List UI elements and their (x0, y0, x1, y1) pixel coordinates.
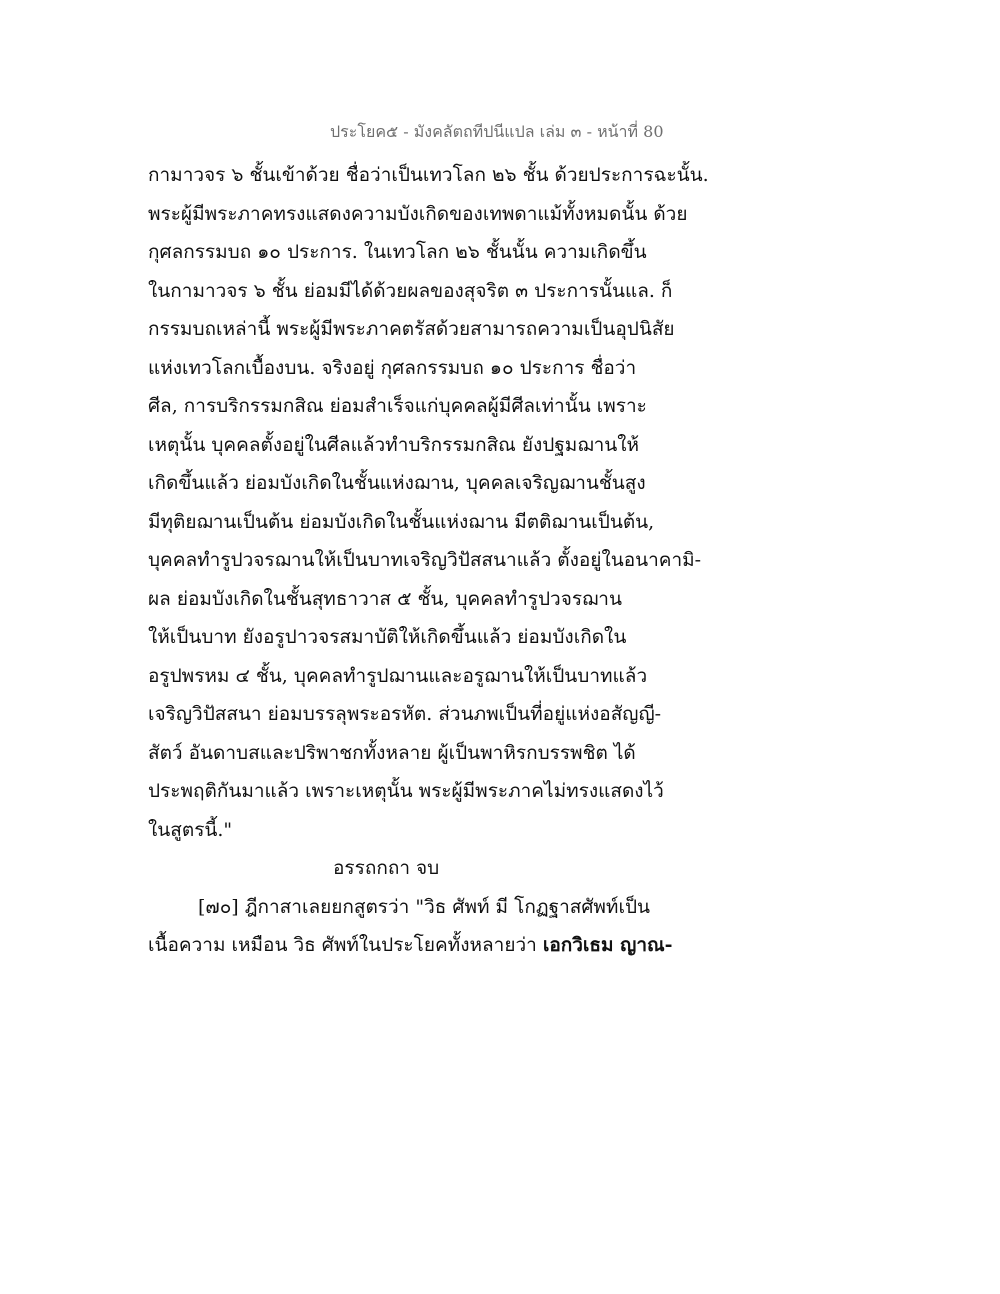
running-header: ประโยค๕ - มังคลัตถทีปนีแปล เล่ม ๓ - หน้าที่ 80 (330, 122, 664, 141)
text-line-14: อรูปพรหม ๔ ชั้น, บุคคลทำรูปฌานและอรูฌานให้เป็นบาทแล้ว (148, 664, 648, 687)
text-line-18: ในสูตรนี้." (148, 818, 233, 841)
paragraph-2-line-2-text: เนื้อความ เหมือน วิธ ศัพท์ในประโยคทั้งหลายว่า (148, 934, 543, 956)
paragraph-2-line-1: [๗๐] ฎีกาสาเลยยกสูตรว่า "วิธ ศัพท์ มี โกฏฐาสศัพท์เป็น (198, 895, 650, 918)
text-line-16: สัตว์ อันดาบสและปริพาชกทั้งหลาย ผู้เป็นพาหิรกบรรพชิต ได้ (148, 741, 636, 764)
text-line-6: แห่งเทวโลกเบื้องบน. จริงอยู่ กุศลกรรมบถ ๑๐ ประการ ชื่อว่า (148, 356, 637, 379)
text-line-4: ในกามาวจร ๖ ชั้น ย่อมมีได้ด้วยผลของสุจริต ๓ ประการนั้นแล. ก็ (148, 279, 673, 302)
section-end-heading: อรรถกถา จบ (333, 857, 440, 879)
text-line-10: มีทุติยฌานเป็นต้น ย่อมบังเกิดในชั้นแห่งฌาน มีตติฌานเป็นต้น, (148, 510, 655, 533)
text-line-1: กามาวจร ๖ ชั้นเข้าด้วย ชื่อว่าเป็นเทวโลก ๒๖ ชั้น ด้วยประการฉะนั้น. (148, 164, 709, 186)
text-line-3: กุศลกรรมบถ ๑๐ ประการ. ในเทวโลก ๒๖ ชั้นนั้น ความเกิดขึ้น (148, 241, 647, 263)
text-line-9: เกิดขึ้นแล้ว ย่อมบังเกิดในชั้นแห่งฌาน, บุคคลเจริญฌานชั้นสูง (148, 472, 646, 494)
text-line-17: ประพฤติกันมาแล้ว เพราะเหตุนั้น พระผู้มีพระภาคไม่ทรงแสดงไว้ (148, 780, 664, 802)
text-line-11: บุคคลทำรูปวจรฌานให้เป็นบาทเจริญวิปัสสนาแล้ว ตั้งอยู่ในอนาคามิ- (148, 549, 702, 571)
paragraph-2-line-2 (148, 926, 748, 965)
text-line-2: พระผู้มีพระภาคทรงแสดงความบังเกิดของเทพดาแม้ทั้งหมดนั้น ด้วย (148, 202, 688, 225)
text-line-5: กรรมบถเหล่านี้ พระผู้มีพระภาคตรัสด้วยสามารถความเป็นอุปนิสัย (148, 318, 675, 340)
text-line-13: ให้เป็นบาท ยังอรูปาวจรสมาบัติให้เกิดขึ้นแล้ว ย่อมบังเกิดใน (148, 626, 627, 648)
text-line-8: เหตุนั้น บุคคลตั้งอยู่ในศีลแล้วทำบริกรรมกสิณ ยังปฐมฌานให้ (148, 433, 640, 456)
bold-pali-term: เอกวิเธม ญาณ- (542, 934, 673, 956)
text-line-7: ศีล, การบริกรรมกสิณ ย่อมสำเร็จแก่บุคคลผู้มีศีลเท่านั้น เพราะ (148, 395, 647, 417)
text-line-15: เจริญวิปัสสนา ย่อมบรรลุพระอรหัต. ส่วนภพเป็นที่อยู่แห่งอสัญญี- (148, 703, 662, 725)
body-text (148, 156, 748, 965)
text-line-12: ผล ย่อมบังเกิดในชั้นสุทธาวาส ๕ ชั้น, บุคคลทำรูปวจรฌาน (148, 587, 622, 610)
